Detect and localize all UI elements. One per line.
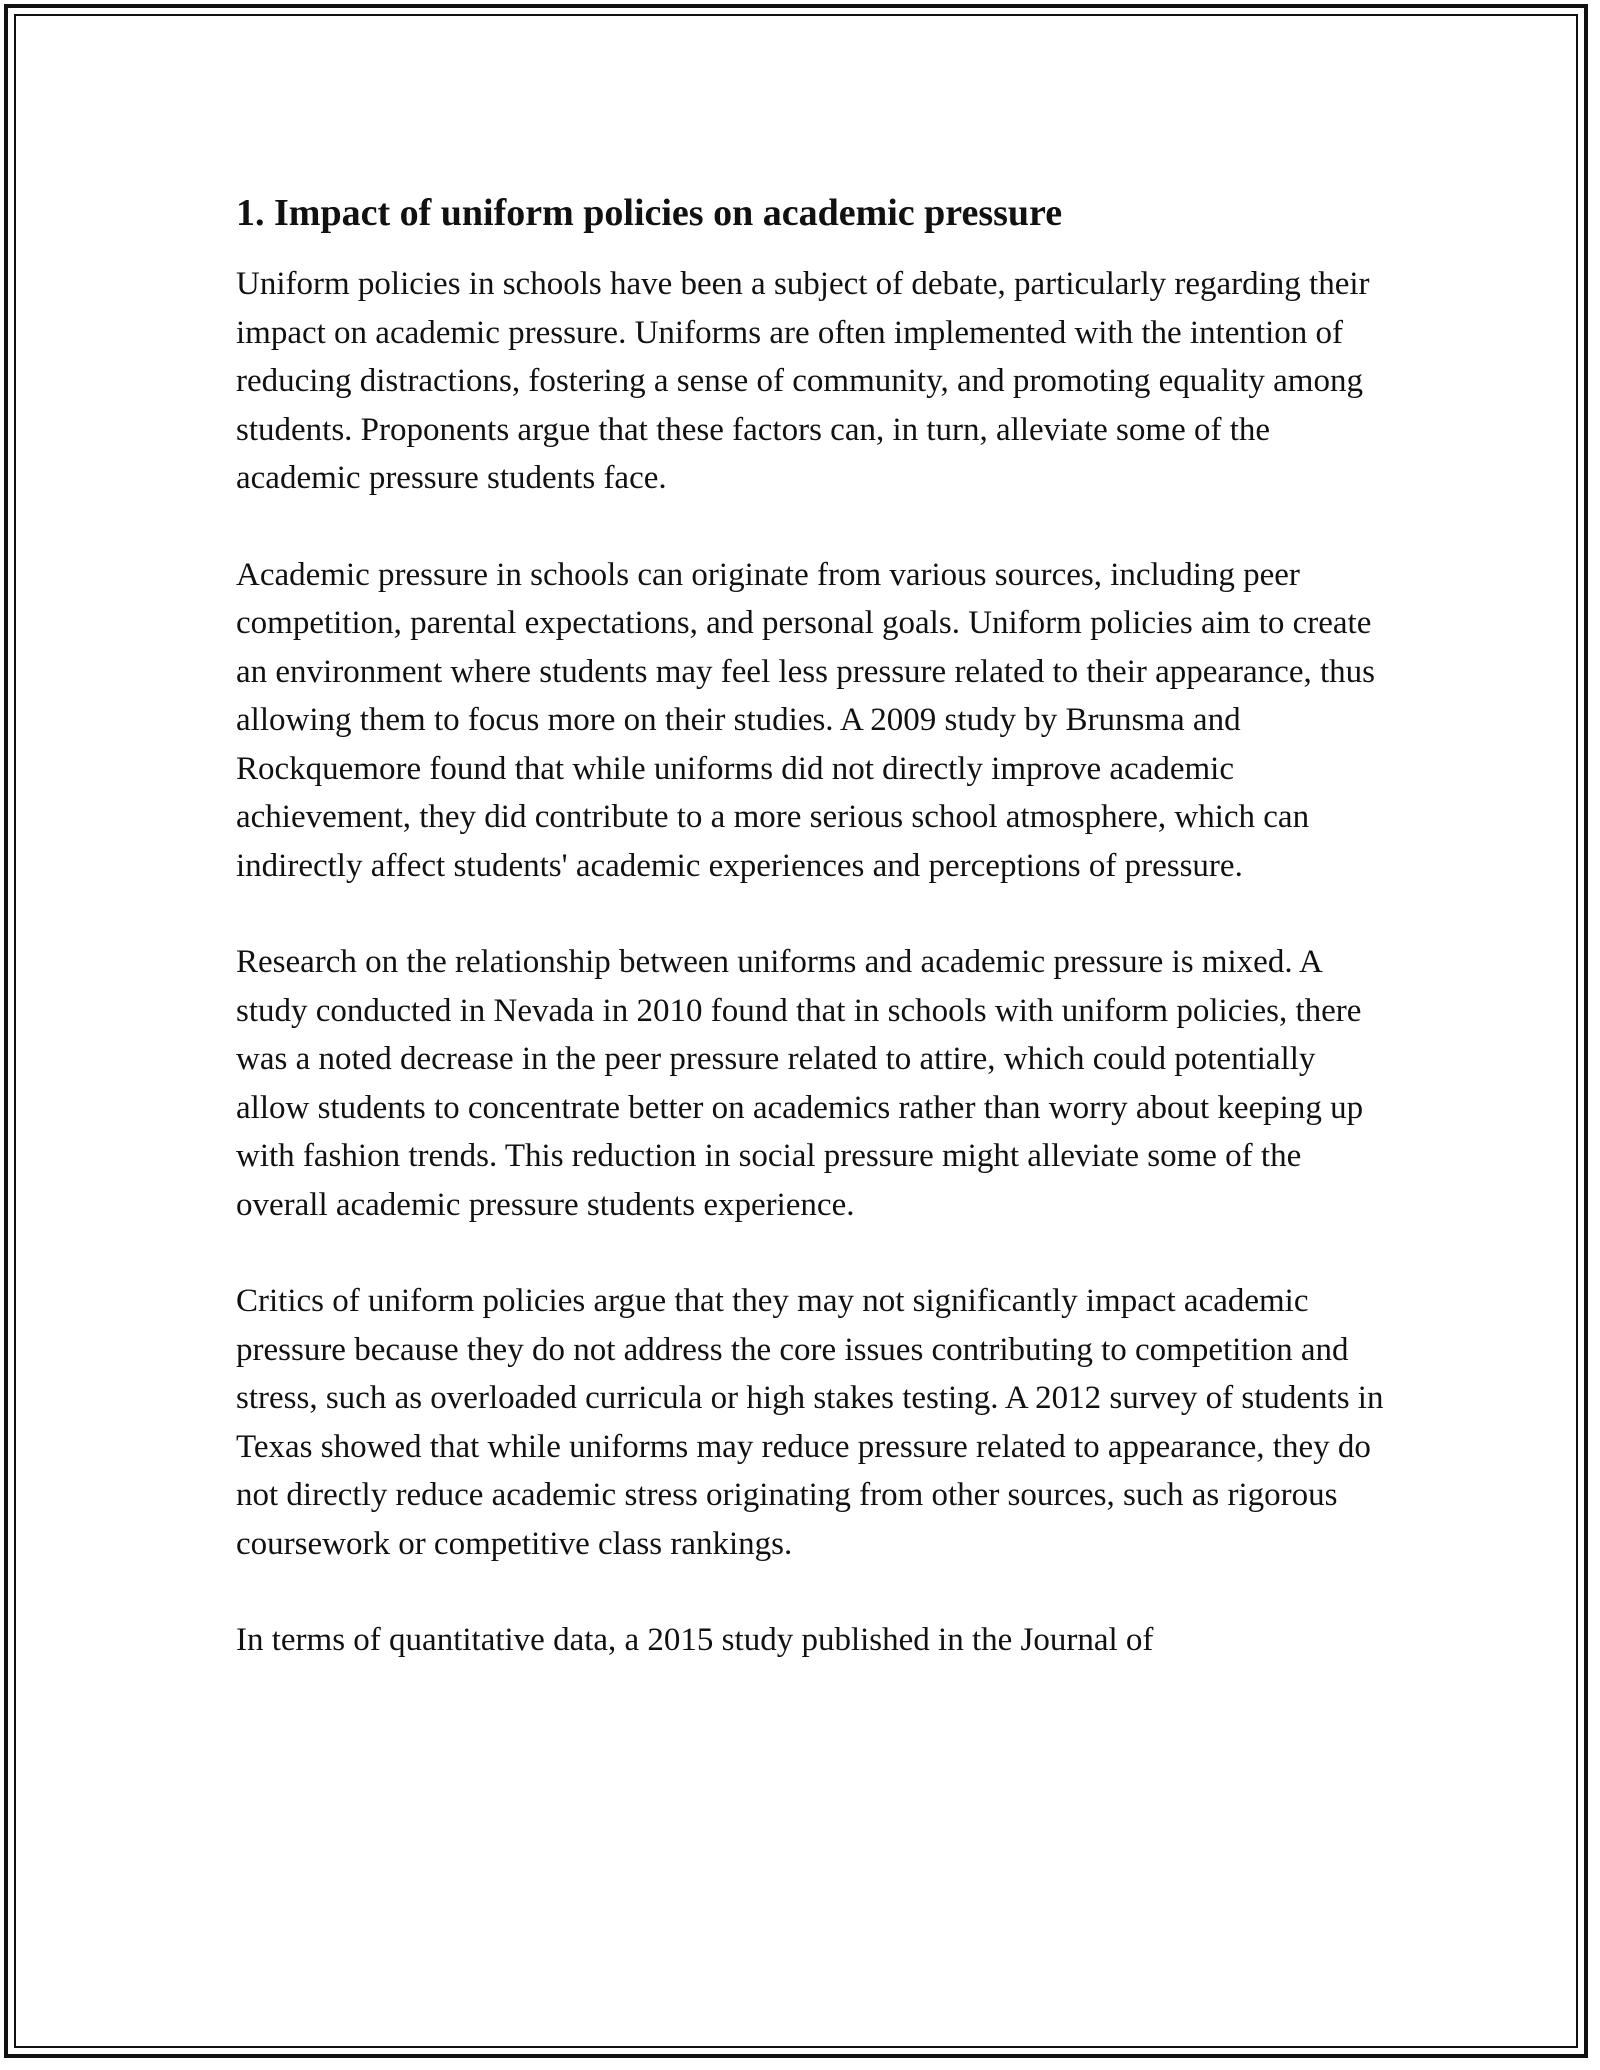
section-heading: 1. Impact of uniform policies on academic pressure bbox=[236, 192, 1063, 234]
paragraph-4: Critics of uniform policies argue that they may not significantly impact academic pressure because they do not address the core issues contributing to competition and stress, such as overloaded curricula or high stakes testing. A 2012 survey of students in Texas showed that while uniforms may reduce pressure related to appearance, they do not directly reduce academic stress originating from other sources, such as rigorous coursework or competitive class rankings. bbox=[236, 1283, 1384, 1562]
paragraph-5: In terms of quantitative data, a 2015 study published in the Journal of bbox=[236, 1622, 1154, 1658]
paragraph-3: Research on the relationship between uniforms and academic pressure is mixed. A study conducted in Nevada in 2010 found that in schools with uniform policies, there was a noted decrease in the peer pressure related to attire, which could potentially allow students to concentrate better on academics rather than worry about keeping up with fashion trends. This reduction in social pressure might alleviate some of the overall academic pressure students experience. bbox=[236, 944, 1364, 1223]
document-body bbox=[236, 186, 1386, 1713]
paragraph-2: Academic pressure in schools can originate from various sources, including peer competition, parental expectations, and personal goals. Uniform policies aim to create an environment where students may feel less pressure related to their appearance, thus allowing them to focus more on their studies. A 2009 study by Brunsma and Rockquemore found that while uniforms did not directly improve academic achievement, they did contribute to a more serious school atmosphere, which can indirectly affect students' academic experiences and perceptions of pressure. bbox=[236, 556, 1375, 884]
paragraph-1: Uniform policies in schools have been a subject of debate, particularly regarding their impact on academic pressure. Uniforms are often implemented with the intention of reducing distractions, fostering a sense of community, and promoting equality among students. Proponents argue that these factors can, in turn, alleviate some of the academic pressure students face. bbox=[236, 266, 1370, 496]
